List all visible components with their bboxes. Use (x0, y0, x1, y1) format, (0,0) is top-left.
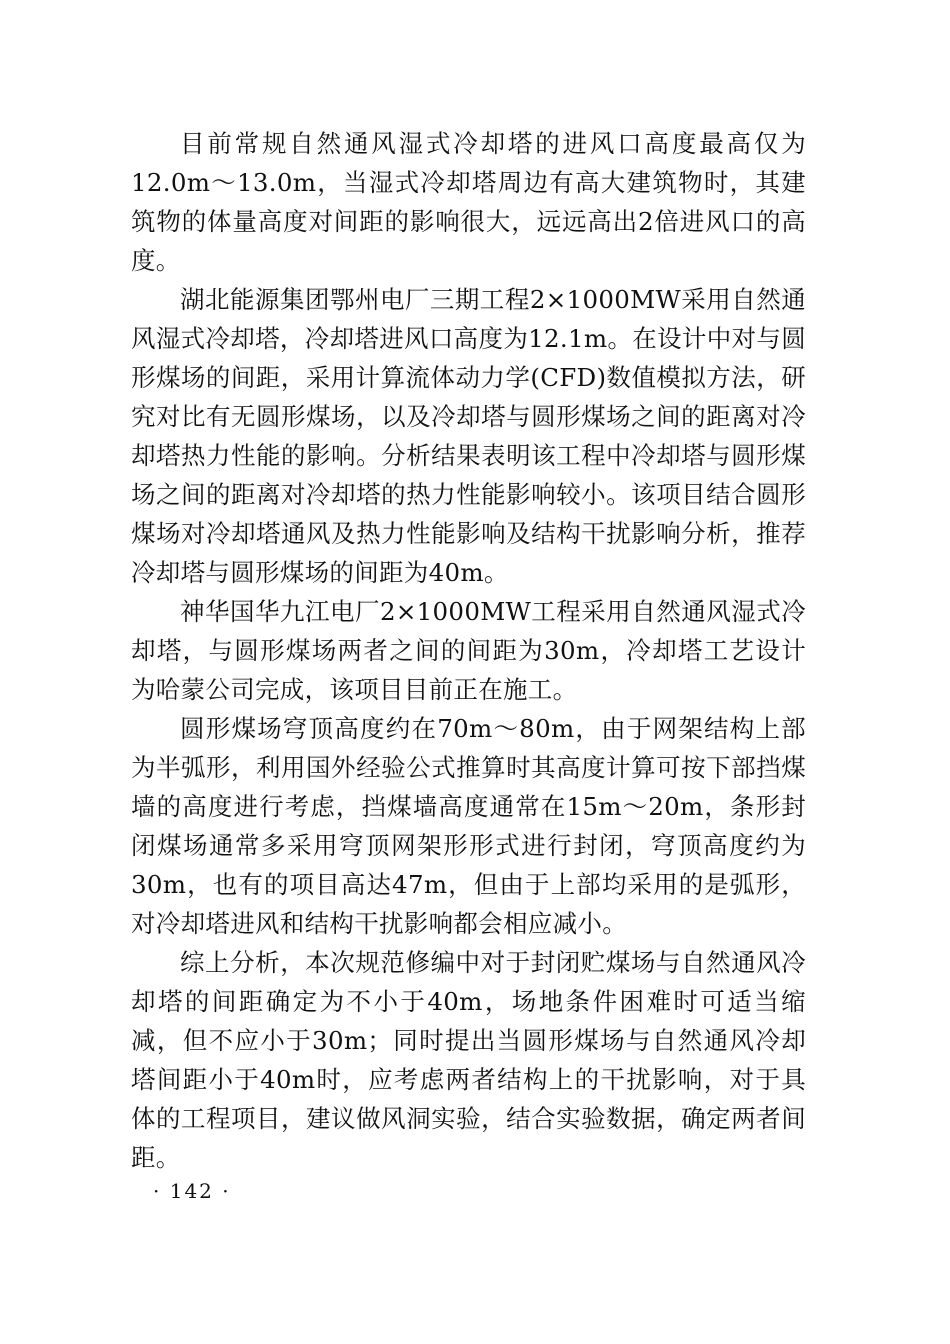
paragraph-3: 神华国华九江电厂2×1000MW工程采用自然通风湿式冷却塔，与圆形煤场两者之间的间距为30m，冷却塔工艺设计为哈蒙公司完成，该项目目前正在施工。 (131, 597, 806, 704)
page-number: · 142 · (153, 1179, 231, 1203)
paragraph-4: 圆形煤场穹顶高度约在70m～80m，由于网架结构上部为半弧形，利用国外经验公式推算时其高度计算可按下部挡煤墙的高度进行考虑，挡煤墙高度通常在15m～20m，条形封闭煤场通常多采用穹顶网架形形式进行封闭，穹顶高度约为30m，也有的项目高达47m，但由于上部均采用的是弧形，对冷却塔进风和结构干扰影响都会相应减小。 (131, 714, 806, 938)
paragraph-2: 湖北能源集团鄂州电厂三期工程2×1000MW采用自然通风湿式冷却塔，冷却塔进风口高度为12.1m。在设计中对与圆形煤场的间距，采用计算流体动力学(CFD)数值模拟方法，研究对比有无圆形煤场，以及冷却塔与圆形煤场之间的距离对冷却塔热力性能的影响。分析结果表明该工程中冷却塔与圆形煤场之间的距离对冷却塔的热力性能影响较小。该项目结合圆形煤场对冷却塔通风及热力性能影响及结构干扰影响分析，推荐冷却塔与圆形煤场的间距为40m。 (131, 285, 806, 587)
paragraph-5: 综上分析，本次规范修编中对于封闭贮煤场与自然通风冷却塔的间距确定为不小于40m，场地条件困难时可适当缩减，但不应小于30m；同时提出当圆形煤场与自然通风冷却塔间距小于40m时，应考虑两者结构上的干扰影响，对于具体的工程项目，建议做风洞实验，结合实验数据，确定两者间距。 (131, 948, 806, 1172)
paragraph-1: 目前常规自然通风湿式冷却塔的进风口高度最高仅为12.0m～13.0m，当湿式冷却塔周边有高大建筑物时，其建筑物的体量高度对间距的影响很大，远远高出2倍进风口的高度。 (131, 129, 806, 275)
page-body (131, 124, 806, 1177)
